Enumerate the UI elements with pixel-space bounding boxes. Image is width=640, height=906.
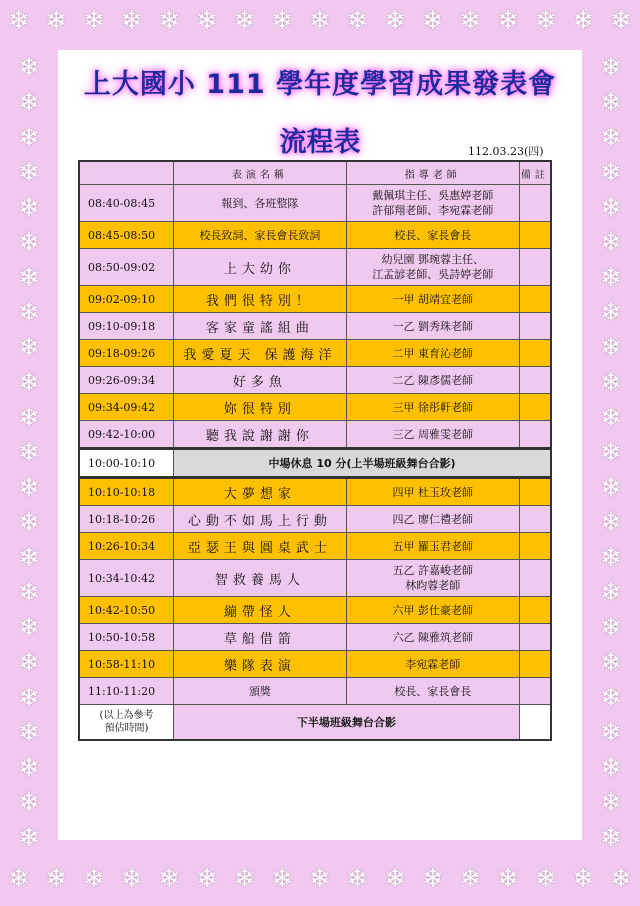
teacher-line: 六甲 彭仕豪老師: [392, 603, 473, 617]
row-program: 亞瑟王與圓桌武士: [174, 533, 347, 560]
row-note: [519, 394, 551, 421]
snowflake-icon: ❄: [18, 648, 40, 679]
table-row: [79, 624, 551, 651]
row-teacher: [346, 340, 519, 367]
snowflake-icon: ❄: [120, 864, 143, 894]
snowflake-icon: ❄: [18, 402, 40, 433]
left-border: [14, 50, 44, 856]
snowflake-icon: ❄: [600, 52, 622, 83]
row-teacher: [346, 678, 519, 705]
snowflake-icon: ❄: [600, 367, 622, 398]
snowflake-icon: ❄: [271, 864, 294, 894]
teacher-line: 許郁翔老師、李宛霖老師: [372, 204, 494, 217]
snowflake-icon: ❄: [497, 864, 520, 894]
snowflake-icon: ❄: [83, 6, 105, 36]
row-program: 智救養馬人: [174, 560, 347, 597]
snowflake-icon: ❄: [18, 683, 40, 714]
snowflake-icon: ❄: [346, 6, 369, 36]
snowflake-icon: ❄: [18, 613, 40, 644]
teacher-line: 一乙 劉秀珠老師: [392, 319, 473, 333]
row-teacher: [346, 367, 519, 394]
row-program: 我們很特別！: [174, 286, 347, 313]
row-note: [519, 624, 551, 651]
snowflake-icon: ❄: [600, 332, 622, 363]
row-teacher: [346, 533, 519, 560]
footer-row: [79, 705, 551, 741]
row-note: [519, 249, 551, 286]
snowflake-icon: ❄: [18, 437, 40, 468]
row-time: 10:10-10:18: [79, 478, 174, 506]
snowflake-icon: ❄: [600, 788, 622, 819]
table-row: [79, 286, 551, 313]
snowflake-icon: ❄: [18, 52, 40, 83]
row-time: 09:18-09:26: [79, 340, 174, 367]
snowflake-icon: ❄: [600, 122, 622, 153]
snowflake-icon: ❄: [497, 6, 520, 36]
snowflake-icon: ❄: [600, 507, 622, 538]
table-row: [79, 394, 551, 421]
teacher-line: 六乙 陳雅筑老師: [392, 630, 473, 644]
snowflake-icon: ❄: [18, 472, 40, 503]
snowflake-icon: ❄: [120, 6, 143, 36]
snowflake-icon: ❄: [600, 297, 622, 328]
row-teacher: [346, 249, 519, 286]
row-time: 10:34-10:42: [79, 560, 174, 597]
table-row: [79, 340, 551, 367]
snowflake-icon: ❄: [309, 864, 331, 894]
snowflake-icon: ❄: [600, 472, 622, 503]
row-note: [519, 678, 551, 705]
footer-note-cell: [519, 705, 551, 741]
row-note: [519, 478, 551, 506]
row-teacher: [346, 421, 519, 449]
row-time: 08:45-08:50: [79, 222, 174, 249]
top-border: [0, 8, 640, 34]
header-program: 表演名稱: [174, 161, 347, 185]
snowflake-icon: ❄: [7, 6, 30, 36]
teacher-line: 李宛霖老師: [405, 657, 461, 671]
row-program: 頒獎: [174, 678, 347, 705]
snowflake-icon: ❄: [18, 367, 40, 398]
snowflake-icon: ❄: [600, 718, 622, 749]
row-note: [519, 651, 551, 678]
snowflake-icon: ❄: [600, 648, 622, 679]
footer-note: [79, 705, 174, 741]
row-time: 11:10-11:20: [79, 678, 174, 705]
row-time: 09:02-09:10: [79, 286, 174, 313]
row-time: 09:26-09:34: [79, 367, 174, 394]
header-teacher: 指導老師: [346, 161, 519, 185]
snowflake-icon: ❄: [196, 6, 218, 36]
table-row: [79, 560, 551, 597]
row-note: [519, 506, 551, 533]
snowflake-icon: ❄: [233, 6, 256, 36]
snowflake-icon: ❄: [600, 753, 622, 784]
teacher-line: 三甲 徐彤軒老師: [392, 400, 473, 414]
row-note: [519, 286, 551, 313]
teacher-line: 江孟諺老師、吳詩婷老師: [372, 268, 494, 281]
page-subtitle: 流程表: [279, 127, 361, 158]
row-note: [519, 313, 551, 340]
snowflake-icon: ❄: [7, 864, 30, 894]
footer-note-line2: 預估時間): [104, 723, 149, 734]
table-row: [79, 651, 551, 678]
snowflake-icon: ❄: [18, 507, 40, 538]
row-time: 09:42-10:00: [79, 421, 174, 449]
snowflake-icon: ❄: [600, 823, 622, 854]
snowflake-icon: ❄: [158, 864, 181, 894]
row-teacher: [346, 222, 519, 249]
row-time: 10:18-10:26: [79, 506, 174, 533]
intermission-row: [79, 449, 551, 478]
row-note: [519, 367, 551, 394]
snowflake-icon: ❄: [459, 864, 482, 894]
table-row: [79, 478, 551, 506]
row-teacher: [346, 597, 519, 624]
teacher-line: 校長、家長會長: [394, 684, 472, 698]
table-row: [79, 367, 551, 394]
page-title: 上大國小 111 學年度學習成果發表會: [83, 69, 557, 100]
teacher-line: 四乙 廖仁禮老師: [392, 512, 473, 526]
table-row: [79, 249, 551, 286]
row-time: 08:40-08:45: [79, 185, 174, 222]
intermission-text: 中場休息 10 分(上半場班級舞台合影): [174, 449, 552, 478]
snowflake-icon: ❄: [534, 864, 557, 894]
row-note: [519, 421, 551, 449]
table-row: [79, 678, 551, 705]
snowflake-icon: ❄: [18, 788, 40, 819]
snowflake-icon: ❄: [421, 6, 444, 36]
table-row: [79, 222, 551, 249]
row-program: 草船借箭: [174, 624, 347, 651]
row-program: 繃帶怪人: [174, 597, 347, 624]
table-row: [79, 313, 551, 340]
row-program: 心動不如馬上行動: [174, 506, 347, 533]
row-teacher: [346, 624, 519, 651]
table-row: [79, 533, 551, 560]
table-row: [79, 421, 551, 449]
snowflake-icon: ❄: [18, 122, 40, 153]
row-teacher: [346, 394, 519, 421]
snowflake-icon: ❄: [600, 262, 622, 293]
snowflake-icon: ❄: [18, 157, 40, 188]
teacher-line: 林昀蓉老師: [405, 579, 461, 592]
row-program: 我愛夏天 保護海洋: [174, 340, 347, 367]
row-teacher: [346, 560, 519, 597]
row-time: 09:10-09:18: [79, 313, 174, 340]
header-note: 備註: [519, 161, 551, 185]
schedule-table: [78, 160, 552, 741]
row-teacher: [346, 185, 519, 222]
table-row: [79, 597, 551, 624]
snowflake-icon: ❄: [384, 864, 407, 894]
snowflake-icon: ❄: [309, 6, 331, 36]
snowflake-icon: ❄: [600, 227, 622, 258]
teacher-line: 五乙 許嘉峻老師: [392, 564, 473, 577]
snowflake-icon: ❄: [600, 577, 622, 608]
teacher-line: 二乙 陳彥儒老師: [392, 373, 473, 387]
row-program: 上大幼你: [174, 249, 347, 286]
snowflake-icon: ❄: [384, 6, 407, 36]
row-time: 10:58-11:10: [79, 651, 174, 678]
snowflake-icon: ❄: [600, 437, 622, 468]
row-time: 10:26-10:34: [79, 533, 174, 560]
row-teacher: [346, 478, 519, 506]
snowflake-icon: ❄: [45, 6, 68, 36]
snowflake-icon: ❄: [45, 864, 68, 894]
row-teacher: [346, 506, 519, 533]
snowflake-icon: ❄: [459, 6, 482, 36]
snowflake-icon: ❄: [610, 864, 632, 894]
snowflake-icon: ❄: [18, 823, 40, 854]
row-program: 好多魚: [174, 367, 347, 394]
row-teacher: [346, 651, 519, 678]
row-program: 聽我說謝謝你: [174, 421, 347, 449]
teacher-line: 幼兒園 鄧琬蓉主任、: [381, 253, 484, 266]
snowflake-icon: ❄: [610, 6, 632, 36]
header-time: [79, 161, 174, 185]
snowflake-icon: ❄: [18, 297, 40, 328]
row-note: [519, 560, 551, 597]
footer-text: 下半場班級舞台合影: [174, 705, 520, 741]
snowflake-icon: ❄: [421, 864, 444, 894]
snowflake-icon: ❄: [18, 332, 40, 363]
snowflake-icon: ❄: [18, 227, 40, 258]
intermission-time: 10:00-10:10: [79, 449, 174, 478]
row-note: [519, 533, 551, 560]
snowflake-icon: ❄: [600, 192, 622, 223]
teacher-line: 三乙 周雅雯老師: [392, 427, 473, 441]
table-row: [79, 506, 551, 533]
teacher-line: 五甲 羅玉君老師: [392, 539, 473, 553]
snowflake-icon: ❄: [18, 262, 40, 293]
row-teacher: [346, 286, 519, 313]
snowflake-icon: ❄: [600, 613, 622, 644]
snowflake-icon: ❄: [271, 6, 294, 36]
row-program: 校長致詞、家長會長致詞: [174, 222, 347, 249]
row-program: 樂隊表演: [174, 651, 347, 678]
snowflake-icon: ❄: [600, 87, 622, 118]
teacher-line: 二甲 東育沁老師: [392, 346, 473, 360]
snowflake-icon: ❄: [18, 192, 40, 223]
snowflake-icon: ❄: [18, 753, 40, 784]
snowflake-icon: ❄: [600, 683, 622, 714]
row-note: [519, 597, 551, 624]
table-header-row: [79, 161, 551, 185]
teacher-line: 校長、家長會長: [394, 228, 472, 242]
teacher-line: 一甲 胡靖宜老師: [392, 292, 473, 306]
row-program: 妳很特別: [174, 394, 347, 421]
teacher-line: 四甲 杜玉玫老師: [392, 485, 473, 499]
snowflake-icon: ❄: [18, 542, 40, 573]
teacher-line: 戴佩琪主任、吳惠婷老師: [372, 189, 494, 202]
snowflake-icon: ❄: [600, 157, 622, 188]
snowflake-icon: ❄: [18, 718, 40, 749]
snowflake-icon: ❄: [233, 864, 256, 894]
snowflake-icon: ❄: [196, 864, 218, 894]
row-note: [519, 185, 551, 222]
snowflake-icon: ❄: [346, 864, 369, 894]
snowflake-icon: ❄: [600, 542, 622, 573]
row-note: [519, 340, 551, 367]
snowflake-icon: ❄: [534, 6, 557, 36]
right-border: [596, 50, 626, 856]
snowflake-icon: ❄: [18, 577, 40, 608]
row-time: 10:42-10:50: [79, 597, 174, 624]
row-time: 10:50-10:58: [79, 624, 174, 651]
row-teacher: [346, 313, 519, 340]
footer-note-line1: (以上為參考: [99, 710, 154, 721]
table-row: [79, 185, 551, 222]
snowflake-icon: ❄: [83, 864, 105, 894]
row-program: 大夢想家: [174, 478, 347, 506]
snowflake-icon: ❄: [158, 6, 181, 36]
snowflake-icon: ❄: [18, 87, 40, 118]
event-date: 112.03.23(四): [468, 145, 544, 158]
row-note: [519, 222, 551, 249]
snowflake-icon: ❄: [572, 6, 595, 36]
row-time: 09:34-09:42: [79, 394, 174, 421]
row-time: 08:50-09:02: [79, 249, 174, 286]
row-program: 客家童謠組曲: [174, 313, 347, 340]
snowflake-icon: ❄: [572, 864, 595, 894]
row-program: 報到、各班整隊: [174, 185, 347, 222]
snowflake-icon: ❄: [600, 402, 622, 433]
bottom-border: [0, 866, 640, 892]
